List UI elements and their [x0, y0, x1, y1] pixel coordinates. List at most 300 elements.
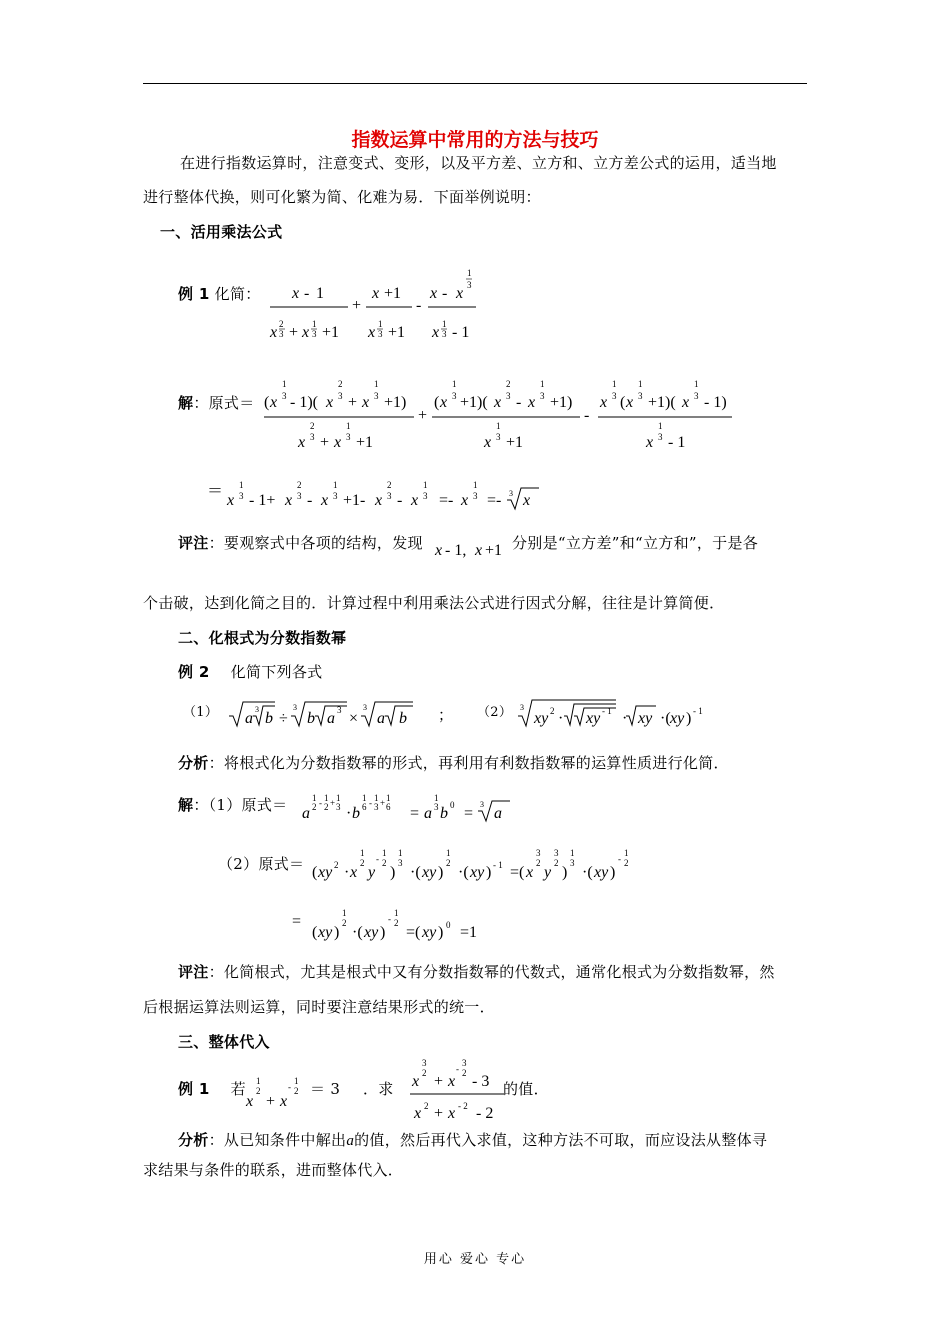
analysis-3-line-2: 求结果与条件的联系，进而整体代入． [143, 1161, 404, 1179]
svg-text:x: x [302, 324, 310, 341]
svg-text:- 3: - 3 [472, 1073, 490, 1090]
svg-text:·(: ·( [410, 864, 421, 881]
svg-text:6: 6 [362, 802, 367, 812]
analysis-text-b: 的值，然后再代入求值，这种方法不可取，而应设法从整体寻 [354, 1131, 768, 1149]
analysis-2-line [178, 753, 729, 773]
solution-1-result [205, 478, 565, 518]
svg-text:x: x [484, 434, 492, 451]
svg-text:+1: +1 [506, 434, 524, 451]
svg-text:x: x [461, 492, 469, 509]
svg-text:(: ( [620, 394, 626, 411]
svg-text:1: 1 [342, 908, 347, 918]
svg-text:+: + [266, 1093, 276, 1110]
svg-text:+: + [348, 394, 358, 411]
svg-text:2: 2 [294, 1086, 299, 1096]
svg-text:=-: =- [487, 492, 502, 509]
svg-text:3: 3 [462, 1058, 467, 1068]
svg-text:x: x [435, 542, 443, 559]
svg-text:·(: ·( [352, 924, 363, 941]
svg-text:xy: xy [670, 710, 685, 727]
svg-text:=: = [410, 805, 420, 822]
section-3-heading: 三、整体代入 [178, 1033, 270, 1051]
svg-text:-: - [584, 407, 590, 424]
svg-text:3: 3 [333, 491, 338, 501]
svg-text:xy: xy [470, 864, 485, 881]
svg-text:3: 3 [279, 329, 284, 339]
svg-text:-: - [388, 914, 391, 924]
svg-text:+: + [418, 407, 428, 424]
solution-2-2-result [290, 902, 550, 946]
svg-text:x: x [270, 324, 278, 341]
svg-text:b: b [352, 805, 360, 822]
svg-text:1: 1 [312, 319, 317, 329]
svg-text:3: 3 [473, 491, 478, 501]
svg-text:): ) [380, 924, 386, 941]
comment-text-a: ：要观察式中各项的结构，发现 [208, 534, 423, 552]
svg-text:a: a [377, 710, 385, 727]
example-label: 例 1 [178, 285, 210, 303]
svg-text:(: ( [434, 394, 440, 411]
svg-text:b: b [265, 710, 273, 727]
svg-text:+1-: +1- [343, 492, 366, 509]
page-footer: 用心 爱心 专心 [423, 1252, 527, 1267]
svg-text:a: a [327, 710, 335, 727]
svg-text:2: 2 [624, 858, 629, 868]
analysis-label: 分析 [178, 754, 209, 772]
svg-text:1: 1 [282, 379, 287, 389]
comment-label: 评注 [178, 534, 209, 552]
svg-text:- 1)(: - 1)( [290, 394, 318, 411]
svg-text:- 2: - 2 [476, 1105, 494, 1122]
svg-text:1: 1 [694, 379, 699, 389]
svg-text:xy: xy [422, 924, 437, 941]
example-1-line [178, 284, 261, 304]
svg-text:1: 1 [362, 793, 367, 803]
svg-text:3: 3 [536, 848, 541, 858]
svg-text:- 1+: - 1+ [249, 492, 276, 509]
svg-text:3: 3 [694, 391, 699, 401]
svg-text:3: 3 [658, 432, 663, 442]
svg-text:=1: =1 [460, 924, 478, 941]
svg-text:-: - [397, 492, 403, 509]
svg-text:3: 3 [496, 432, 501, 442]
svg-text:xy: xy [364, 924, 379, 941]
svg-text:b: b [307, 710, 315, 727]
svg-text:2: 2 [446, 858, 451, 868]
svg-text:=(: =( [510, 864, 525, 881]
svg-text:3: 3 [346, 432, 351, 442]
svg-text:2: 2 [342, 918, 347, 928]
svg-text:+1): +1) [384, 394, 407, 411]
svg-text:+: + [330, 798, 336, 808]
svg-text:): ) [390, 864, 396, 881]
svg-text:2: 2 [334, 860, 339, 870]
svg-text:a: a [302, 805, 310, 822]
svg-text:x: x [372, 285, 380, 302]
item-1-label: （1） [183, 705, 219, 720]
svg-text:(: ( [312, 864, 318, 881]
svg-text:1: 1 [333, 480, 338, 490]
svg-text:2: 2 [422, 1068, 427, 1078]
svg-text:6: 6 [386, 802, 391, 812]
svg-text:+: + [380, 798, 386, 808]
svg-text:2: 2 [312, 802, 317, 812]
example-3-find: ．求 [363, 1080, 394, 1098]
svg-text:x: x [626, 394, 634, 411]
svg-text:3: 3 [520, 703, 524, 712]
svg-text:- 1: - 1 [668, 434, 686, 451]
svg-text:1: 1 [473, 480, 478, 490]
comment-1-line-2: 个击破，达到化简之目的．计算过程中利用乘法公式进行因式分解，往往是计算简便． [143, 594, 725, 612]
svg-text:x: x [227, 492, 235, 509]
svg-text:-: - [442, 285, 448, 302]
page-title: 指数运算中常用的方法与技巧 [351, 129, 599, 151]
svg-text:x: x [682, 394, 690, 411]
svg-text:x: x [412, 1073, 420, 1090]
svg-text:x: x [414, 1105, 422, 1122]
svg-text:2: 2 [462, 1068, 467, 1078]
svg-text:3: 3 [378, 329, 383, 339]
svg-text:·: · [344, 864, 350, 881]
example-label: 例 1 [178, 1080, 210, 1098]
svg-text:- 1: - 1 [693, 706, 703, 716]
svg-text:x: x [494, 394, 502, 411]
svg-text:xy: xy [318, 864, 333, 881]
svg-text:1: 1 [570, 848, 575, 858]
svg-text:·(: ·( [660, 710, 671, 727]
svg-text:-: - [376, 854, 379, 864]
svg-text:2: 2 [550, 706, 555, 716]
svg-text:0: 0 [446, 920, 451, 930]
svg-text:-: - [416, 297, 422, 314]
svg-text:a: a [245, 710, 253, 727]
svg-text:x: x [475, 542, 483, 559]
svg-text:1: 1 [446, 848, 451, 858]
svg-text:1: 1 [346, 421, 351, 431]
svg-text:x: x [334, 434, 342, 451]
svg-text:1: 1 [316, 285, 324, 302]
analysis-label: 分析 [178, 1131, 209, 1149]
svg-text:1: 1 [386, 793, 391, 803]
svg-text:x: x [298, 434, 306, 451]
svg-text:·: · [346, 805, 352, 822]
svg-text:x: x [285, 492, 293, 509]
svg-text:- 2: - 2 [458, 1101, 468, 1111]
svg-text:x: x [375, 492, 383, 509]
solution-label: 解 [178, 796, 194, 814]
svg-text:x: x [326, 394, 334, 411]
comment-1-line [178, 533, 423, 553]
svg-text:- 1,: - 1, [445, 542, 467, 559]
svg-text:1: 1 [312, 793, 317, 803]
svg-text:3: 3 [363, 703, 367, 712]
svg-text:b: b [399, 710, 407, 727]
svg-text:-: - [307, 492, 313, 509]
section-1-heading: 一、活用乘法公式 [160, 223, 283, 241]
svg-text:1: 1 [294, 1076, 299, 1086]
svg-text:): ) [686, 710, 692, 727]
item-separator: ； [438, 706, 454, 724]
svg-text:3: 3 [374, 391, 379, 401]
analysis-text-a: ：从已知条件中解出 [208, 1131, 347, 1149]
svg-text:x: x [350, 864, 358, 881]
svg-text:x: x [432, 324, 440, 341]
example-2-line [178, 662, 322, 682]
svg-text:): ) [438, 924, 444, 941]
example-text: 化简： [214, 285, 261, 303]
svg-text:2: 2 [360, 858, 365, 868]
svg-text:=-: =- [439, 492, 454, 509]
svg-text:a: a [494, 805, 502, 822]
svg-text:x: x [440, 394, 448, 411]
svg-text:=(: =( [406, 924, 421, 941]
svg-text:xy: xy [638, 710, 653, 727]
svg-text:=: = [464, 805, 474, 822]
svg-text:3: 3 [570, 858, 575, 868]
svg-text:+: + [289, 324, 299, 341]
svg-text:1: 1 [467, 268, 472, 278]
svg-text:3: 3 [282, 391, 287, 401]
svg-text:3: 3 [509, 489, 513, 498]
svg-text:3: 3 [540, 391, 545, 401]
svg-text:2: 2 [324, 802, 329, 812]
analysis-text: ：将根式化为分数指数幂的形式，再利用有利数指数幂的运算性质进行化简． [208, 754, 729, 772]
svg-text:): ) [562, 864, 568, 881]
svg-text:- 1: - 1 [602, 706, 612, 716]
svg-text:3: 3 [374, 802, 379, 812]
svg-text:-: - [516, 394, 522, 411]
solution-text: ：原式＝ [193, 394, 255, 412]
example-3-condition [244, 1070, 314, 1114]
svg-text:x: x [246, 1093, 254, 1110]
svg-text:- 1: - 1 [452, 324, 470, 341]
svg-text:+1)(: +1)( [460, 394, 488, 411]
svg-text:2: 2 [279, 319, 284, 329]
svg-text:3: 3 [452, 391, 457, 401]
example-1-expression [262, 265, 492, 345]
svg-text:x: x [270, 394, 278, 411]
svg-text:=: = [292, 913, 302, 930]
svg-text:1: 1 [239, 480, 244, 490]
svg-text:3: 3 [387, 491, 392, 501]
intro-line-1: 在进行指数运算时，注意变式、变形，以及平方差、立方和、立方差公式的运用，适当地 [180, 154, 777, 172]
item-2-expression [518, 696, 728, 732]
comment-1-math [433, 533, 513, 563]
solution-1-text: ：（1）原式＝ [193, 796, 288, 814]
comment-2-line-2: 后根据运算法则运算，同时要注意结果形式的统一． [143, 998, 495, 1016]
svg-text:1: 1 [658, 421, 663, 431]
example-3-value: 的值． [503, 1080, 549, 1098]
comment-label: 评注 [178, 963, 209, 981]
svg-text:): ) [438, 864, 444, 881]
svg-text:+1: +1 [322, 324, 340, 341]
analysis-3-line [178, 1130, 767, 1151]
comment-2-line [178, 962, 775, 982]
svg-text:-: - [319, 798, 322, 808]
svg-text:2: 2 [256, 1086, 261, 1096]
svg-text:- 1): - 1) [704, 394, 727, 411]
svg-text:0: 0 [450, 800, 455, 810]
item-1-expression [225, 696, 425, 732]
svg-text:3: 3 [312, 329, 317, 339]
svg-text:x: x [362, 394, 370, 411]
svg-text:+: + [434, 1105, 444, 1122]
svg-text:-: - [369, 798, 372, 808]
svg-text:3: 3 [297, 491, 302, 501]
svg-text:3: 3 [442, 329, 447, 339]
svg-text:2: 2 [297, 480, 302, 490]
svg-text:x: x [368, 324, 376, 341]
solution-2-1-expression [300, 785, 530, 827]
svg-text:x: x [321, 492, 329, 509]
svg-text:3: 3 [506, 391, 511, 401]
svg-text:2: 2 [338, 379, 343, 389]
svg-text:1: 1 [360, 848, 365, 858]
svg-text:÷: ÷ [279, 710, 288, 727]
svg-text:×: × [349, 710, 359, 727]
svg-text:·(: ·( [458, 864, 469, 881]
svg-text:1: 1 [624, 848, 629, 858]
svg-text:3: 3 [638, 391, 643, 401]
solution-1-line [178, 393, 255, 413]
svg-text:+: + [352, 297, 362, 314]
svg-text:xy: xy [534, 710, 549, 727]
svg-text:3: 3 [554, 848, 559, 858]
svg-text:+1: +1 [356, 434, 374, 451]
svg-text:y: y [544, 864, 552, 881]
svg-text:3: 3 [337, 705, 342, 715]
svg-text:1: 1 [638, 379, 643, 389]
svg-text:x: x [528, 394, 536, 411]
svg-text:1: 1 [336, 793, 341, 803]
svg-text:1: 1 [256, 1076, 261, 1086]
svg-text:x: x [448, 1073, 456, 1090]
svg-text:x: x [526, 864, 534, 881]
svg-text:2: 2 [424, 1101, 429, 1111]
section-2-heading: 二、化根式为分数指数幂 [178, 629, 347, 647]
svg-text:x: x [411, 492, 419, 509]
svg-text:+1): +1) [550, 394, 573, 411]
header-rule [143, 83, 807, 84]
svg-text:1: 1 [398, 848, 403, 858]
svg-text:·(: ·( [582, 864, 593, 881]
example-label: 例 2 [178, 663, 210, 681]
comment-text-b: 分别是“立方差”和“立方和”，于是各 [512, 534, 759, 552]
svg-text:1: 1 [423, 480, 428, 490]
solution-1-expression [262, 372, 742, 456]
svg-text:(: ( [312, 924, 318, 941]
svg-text:1: 1 [378, 319, 383, 329]
svg-text:·: · [622, 710, 628, 727]
svg-text:1: 1 [452, 379, 457, 389]
svg-text:xy: xy [318, 924, 333, 941]
svg-text:+1)(: +1)( [648, 394, 676, 411]
svg-text:): ) [486, 864, 492, 881]
svg-text:xy: xy [422, 864, 437, 881]
svg-text:3: 3 [310, 432, 315, 442]
svg-text:3: 3 [398, 858, 403, 868]
example-text: 化简下列各式 [230, 663, 323, 681]
example-3-fraction [408, 1056, 508, 1126]
svg-text:+: + [434, 1073, 444, 1090]
svg-text:·: · [558, 710, 564, 727]
svg-text:-: - [304, 285, 310, 302]
svg-text:2: 2 [536, 858, 541, 868]
svg-text:x: x [280, 1093, 288, 1110]
solution-2-1-line [178, 795, 287, 815]
svg-text:xy: xy [594, 864, 609, 881]
svg-text:1: 1 [374, 793, 379, 803]
solution-label: 解 [178, 394, 194, 412]
svg-text:3: 3 [239, 491, 244, 501]
svg-text:1: 1 [434, 793, 439, 803]
solution-2-2-label: （2）原式＝ [218, 855, 305, 873]
comment-text: ：化简根式，尤其是根式中又有分数指数幂的代数式，通常化根式为分数指数幂，然 [208, 963, 775, 981]
svg-text:3: 3 [480, 800, 484, 809]
svg-text:x: x [448, 1105, 456, 1122]
example-3-label [178, 1079, 246, 1099]
svg-text:+1: +1 [485, 542, 503, 559]
svg-text:1: 1 [382, 848, 387, 858]
svg-text:- 1: - 1 [493, 860, 503, 870]
svg-text:): ) [334, 924, 340, 941]
svg-text:x: x [646, 434, 654, 451]
svg-text:-: - [456, 1064, 459, 1074]
svg-text:2: 2 [394, 918, 399, 928]
svg-text:2: 2 [554, 858, 559, 868]
svg-text:3: 3 [336, 802, 341, 812]
svg-text:-: - [288, 1082, 291, 1092]
analysis-var: a [346, 1133, 355, 1149]
svg-text:+: + [320, 434, 330, 451]
solution-2-2-expression [310, 842, 690, 886]
svg-text:3: 3 [612, 391, 617, 401]
intro-line-2: 进行整体代换，则可化繁为简、化难为易．下面举例说明： [143, 188, 541, 206]
svg-text:1: 1 [540, 379, 545, 389]
svg-text:a: a [424, 805, 432, 822]
svg-text:1: 1 [612, 379, 617, 389]
svg-text:3: 3 [255, 705, 259, 714]
svg-text:3: 3 [293, 703, 297, 712]
svg-text:＝: ＝ [207, 483, 224, 500]
svg-text:1: 1 [394, 908, 399, 918]
svg-text:+1: +1 [388, 324, 406, 341]
svg-text:2: 2 [506, 379, 511, 389]
svg-text:x: x [523, 492, 531, 509]
item-2-label: （2） [477, 705, 513, 720]
svg-text:b: b [440, 805, 448, 822]
example-3-equals: ＝ 3 [310, 1080, 341, 1098]
svg-text:y: y [368, 864, 376, 881]
example-if: 若 [230, 1080, 246, 1098]
svg-text:3: 3 [422, 1058, 427, 1068]
svg-text:+1: +1 [384, 285, 402, 302]
svg-text:1: 1 [496, 421, 501, 431]
svg-text:2: 2 [387, 480, 392, 490]
svg-text:x: x [456, 285, 464, 302]
svg-text:x: x [292, 285, 300, 302]
svg-text:x: x [600, 394, 608, 411]
svg-text:3: 3 [423, 491, 428, 501]
svg-text:x: x [430, 285, 438, 302]
svg-text:2: 2 [310, 421, 315, 431]
svg-text:2: 2 [382, 858, 387, 868]
svg-text:(: ( [264, 394, 270, 411]
svg-text:-: - [618, 854, 621, 864]
svg-text:1: 1 [324, 793, 329, 803]
svg-text:1: 1 [374, 379, 379, 389]
svg-text:xy: xy [586, 710, 601, 727]
